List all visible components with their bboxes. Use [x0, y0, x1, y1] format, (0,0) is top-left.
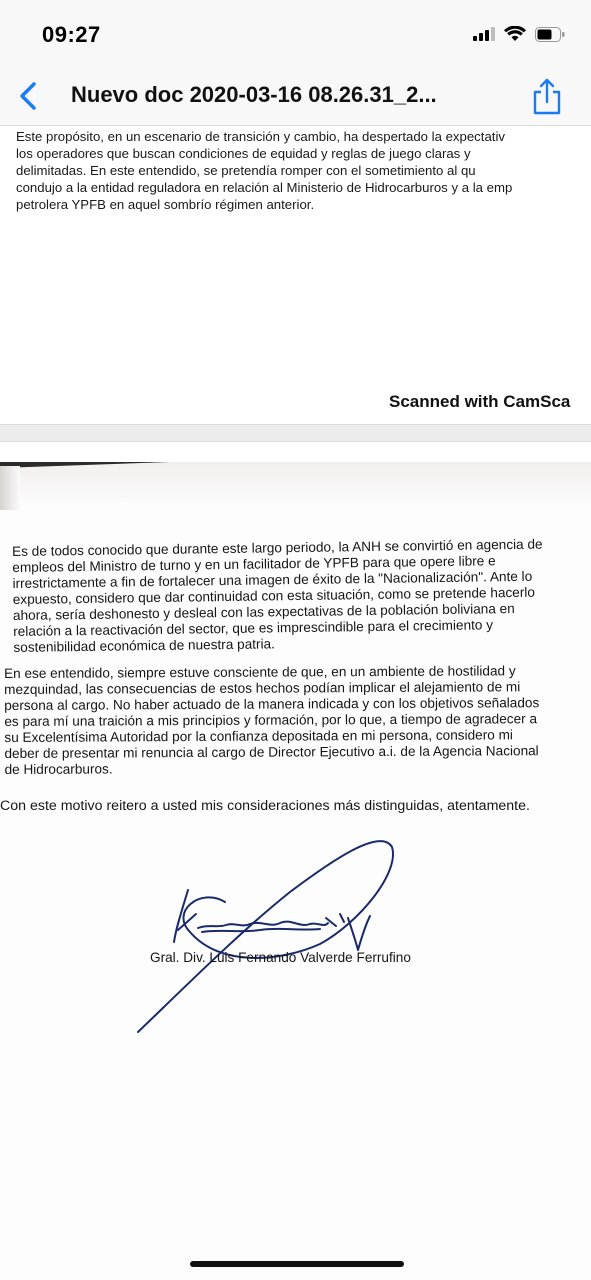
document-page-2 — [0, 462, 591, 1280]
chevron-left-icon — [12, 76, 48, 116]
paragraph-1 — [12, 536, 584, 656]
text-line: petrolera YPFB en aquel sombrío régimen anterior. — [16, 197, 315, 212]
text-line: sostenibilidad económica de nuestra patria. — [13, 636, 275, 655]
status-bar — [0, 0, 591, 70]
navigation-bar — [0, 70, 591, 126]
status-time: 09:27 — [42, 22, 101, 47]
paper-fold-shade — [0, 466, 20, 510]
page-1-text — [16, 128, 591, 213]
document-page-1 — [0, 126, 591, 416]
document-title: Nuevo doc 2020-03-16 08.26.31_2... — [71, 82, 437, 107]
text-line: relación a la reactivación del sector, que es imprescindible para el crecimiento y — [13, 617, 494, 639]
text-line: En ese entendido, siempre estuve consciente de que, en un ambiente de hostilidad y — [4, 663, 516, 681]
document-viewer[interactable] — [0, 126, 591, 1280]
wifi-icon — [504, 26, 526, 42]
text-line: su Excelentísima Autoridad por la confianza depositada en mi persona, considero mi — [4, 727, 513, 745]
home-indicator[interactable] — [190, 1261, 404, 1267]
share-button[interactable] — [529, 76, 565, 118]
battery-icon — [535, 27, 565, 42]
page-separator — [0, 424, 591, 442]
text-line: ahora, sería deshonesto y desleal con las expectativas de la población boliviana en — [12, 600, 515, 623]
closing-line: Con este motivo reitero a usted mis consideraciones más distinguidas, atentamente. — [0, 798, 530, 814]
text-line: los operadores que buscan condiciones de equidad y reglas de juego claras y — [16, 146, 471, 161]
paragraph-2 — [4, 663, 575, 778]
text-line: delimitadas. En este entendido, se pretendía romper con el sometimiento al qu — [16, 163, 476, 178]
text-line: Este propósito, en un escenario de transición y cambio, ha despertado la expectativ — [16, 129, 505, 144]
scan-edge-shadow — [0, 462, 591, 502]
text-line: condujo a la entidad reguladora en relación al Ministerio de Hidrocarburos y a la emp — [16, 180, 513, 195]
text-line: Es de todos conocido que durante este largo periodo, la ANH se convirtió en agencia de — [12, 536, 543, 559]
text-line: persona al cargo. No haber actuado de la manera indicada y con los objetivos señalados — [4, 695, 540, 713]
back-button[interactable] — [12, 76, 48, 116]
text-line: deber de presentar mi renuncia al cargo de Director Ejecutivo a.i. de la Agencia Nacional — [4, 743, 539, 761]
status-icons — [473, 26, 565, 42]
text-line: de Hidrocarburos. — [4, 761, 113, 777]
signatory-name: Gral. Div. Luis Fernando Valverde Ferrufino — [150, 950, 411, 965]
text-line: expuesto, considero que dar continuidad con esta situación, como se pretende hacerlo — [12, 584, 536, 607]
paper-fold-edge — [0, 462, 170, 468]
share-icon — [529, 76, 565, 118]
scanner-watermark: Scanned with CamSca — [389, 392, 571, 411]
text-line: es para mí una traición a mis principios y formación, por lo que, a tiempo de agradecer a — [4, 711, 538, 729]
handwritten-signature — [130, 832, 400, 1042]
cellular-signal-icon — [473, 27, 495, 41]
text-line: mezquindad, las consecuencias de estos hechos podían implicar el alejamiento de mi — [4, 679, 521, 697]
text-line: irrestrictamente a fin de fortalecer una imagen de éxito de la "Nacionalización". Ante lo — [12, 568, 533, 591]
text-line: empleos del Ministro de turno y en un facilitador de YPFB para que opere libre e — [12, 553, 496, 575]
